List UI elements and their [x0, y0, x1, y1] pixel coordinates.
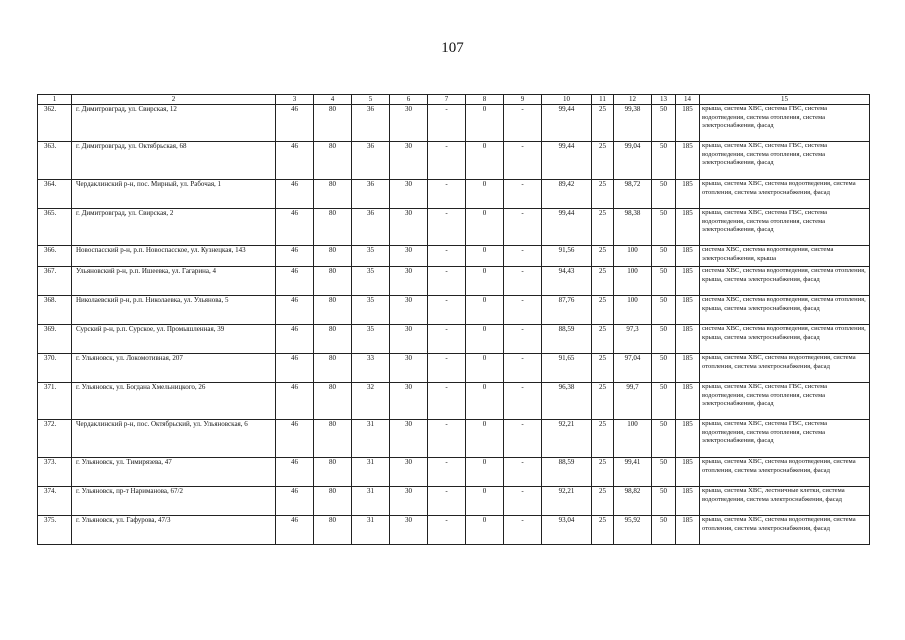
value-cell: -	[504, 267, 542, 296]
value-cell: 185	[676, 458, 700, 487]
value-cell: 32	[352, 383, 390, 420]
table-row	[38, 296, 870, 325]
value-cell: 46	[276, 105, 314, 142]
value-cell: 46	[276, 487, 314, 516]
value-cell: 25	[592, 180, 614, 209]
value-cell: 50	[652, 105, 676, 142]
works-cell: система ХВС, система водоотведения, система отопления, крыша, система электроснабжения, фасад	[700, 296, 870, 325]
value-cell: -	[428, 105, 466, 142]
row-number: 362.	[38, 105, 72, 142]
column-header: 1	[38, 95, 72, 105]
value-cell: 94,43	[542, 267, 592, 296]
value-cell: 25	[592, 516, 614, 545]
table-row	[38, 420, 870, 458]
value-cell: 99,04	[614, 142, 652, 180]
works-cell: крыша, система ХВС, система водоотведения, система отопления, система электроснабжения, фасад	[700, 354, 870, 383]
value-cell: -	[504, 354, 542, 383]
row-number: 372.	[38, 420, 72, 458]
table-row	[38, 246, 870, 267]
value-cell: 96,38	[542, 383, 592, 420]
value-cell: 80	[314, 420, 352, 458]
value-cell: 0	[466, 180, 504, 209]
value-cell: 30	[390, 383, 428, 420]
works-cell: крыша, система ХВС, система ГВС, система водоотведения, система отопления, система электроснабжения, фасад	[700, 105, 870, 142]
address-cell: Чердаклинский р-н, пос. Октябрьский, ул. Ульяновская, 6	[72, 420, 276, 458]
value-cell: 185	[676, 325, 700, 354]
table-body	[38, 105, 870, 545]
value-cell: 30	[390, 296, 428, 325]
value-cell: -	[428, 383, 466, 420]
address-cell: Новоспасский р-н, р.п. Новоспасское, ул. Кузнецкая, 143	[72, 246, 276, 267]
value-cell: 185	[676, 383, 700, 420]
header-row	[38, 95, 870, 105]
value-cell: 93,04	[542, 516, 592, 545]
value-cell: 185	[676, 487, 700, 516]
value-cell: -	[428, 296, 466, 325]
value-cell: 35	[352, 246, 390, 267]
value-cell: 31	[352, 420, 390, 458]
value-cell: 91,56	[542, 246, 592, 267]
value-cell: 0	[466, 105, 504, 142]
value-cell: 0	[466, 516, 504, 545]
value-cell: 89,42	[542, 180, 592, 209]
value-cell: 80	[314, 180, 352, 209]
row-number: 375.	[38, 516, 72, 545]
value-cell: 80	[314, 246, 352, 267]
value-cell: -	[428, 325, 466, 354]
works-cell: крыша, система ХВС, лестничные клетки, система водоотведения, система электроснабжения, фасад	[700, 487, 870, 516]
value-cell: 92,21	[542, 487, 592, 516]
address-cell: Ульяновский р-н, р.п. Ишеевка, ул. Гагарина, 4	[72, 267, 276, 296]
value-cell: -	[504, 325, 542, 354]
works-cell: крыша, система ХВС, система водоотведения, система отопления, система электроснабжения, фасад	[700, 180, 870, 209]
value-cell: 185	[676, 354, 700, 383]
table-row	[38, 267, 870, 296]
value-cell: 98,72	[614, 180, 652, 209]
value-cell: 30	[390, 354, 428, 383]
page-number: 107	[441, 40, 464, 56]
value-cell: 100	[614, 420, 652, 458]
value-cell: -	[504, 105, 542, 142]
works-cell: крыша, система ХВС, система ГВС, система водоотведения, система отопления, система электроснабжения, фасад	[700, 142, 870, 180]
value-cell: -	[504, 180, 542, 209]
value-cell: 95,92	[614, 516, 652, 545]
value-cell: 80	[314, 325, 352, 354]
value-cell: 80	[314, 142, 352, 180]
address-cell: г. Ульяновск, ул. Тимирязева, 47	[72, 458, 276, 487]
column-header: 8	[466, 95, 504, 105]
column-header: 10	[542, 95, 592, 105]
value-cell: 50	[652, 267, 676, 296]
column-header: 2	[72, 95, 276, 105]
address-cell: г. Димитровград, ул. Октябрьская, 68	[72, 142, 276, 180]
address-cell: г. Ульяновск, ул. Гафурова, 47/3	[72, 516, 276, 545]
value-cell: -	[504, 246, 542, 267]
value-cell: 88,59	[542, 325, 592, 354]
value-cell: 99,7	[614, 383, 652, 420]
value-cell: 98,38	[614, 209, 652, 246]
table-row	[38, 383, 870, 420]
value-cell: 25	[592, 142, 614, 180]
table-row	[38, 325, 870, 354]
value-cell: 31	[352, 458, 390, 487]
value-cell: 25	[592, 296, 614, 325]
value-cell: 30	[390, 246, 428, 267]
value-cell: 185	[676, 142, 700, 180]
table-row	[38, 487, 870, 516]
value-cell: -	[428, 246, 466, 267]
value-cell: 46	[276, 420, 314, 458]
address-cell: Чердаклинский р-н, пос. Мирный, ул. Рабочая, 1	[72, 180, 276, 209]
value-cell: 30	[390, 209, 428, 246]
value-cell: 33	[352, 354, 390, 383]
value-cell: 99,41	[614, 458, 652, 487]
works-cell: крыша, система ХВС, система ГВС, система водоотведения, система отопления, система электроснабжения, фасад	[700, 209, 870, 246]
value-cell: 0	[466, 246, 504, 267]
value-cell: 25	[592, 354, 614, 383]
value-cell: 31	[352, 516, 390, 545]
value-cell: 25	[592, 209, 614, 246]
works-cell: крыша, система ХВС, система водоотведения, система отопления, система электроснабжения, фасад	[700, 458, 870, 487]
row-number: 369.	[38, 325, 72, 354]
row-number: 373.	[38, 458, 72, 487]
value-cell: 0	[466, 325, 504, 354]
value-cell: 46	[276, 458, 314, 487]
row-number: 374.	[38, 487, 72, 516]
value-cell: 30	[390, 420, 428, 458]
value-cell: 30	[390, 516, 428, 545]
value-cell: 50	[652, 246, 676, 267]
value-cell: 80	[314, 105, 352, 142]
value-cell: -	[504, 296, 542, 325]
value-cell: 80	[314, 354, 352, 383]
value-cell: 185	[676, 296, 700, 325]
value-cell: 87,76	[542, 296, 592, 325]
value-cell: 50	[652, 487, 676, 516]
column-header: 7	[428, 95, 466, 105]
value-cell: 50	[652, 325, 676, 354]
column-header: 12	[614, 95, 652, 105]
row-number: 370.	[38, 354, 72, 383]
value-cell: -	[504, 209, 542, 246]
value-cell: 46	[276, 209, 314, 246]
value-cell: 35	[352, 296, 390, 325]
value-cell: 185	[676, 516, 700, 545]
value-cell: -	[504, 420, 542, 458]
works-cell: крыша, система ХВС, система ГВС, система водоотведения, система отопления, система электроснабжения, фасад	[700, 420, 870, 458]
column-header: 6	[390, 95, 428, 105]
value-cell: 46	[276, 180, 314, 209]
value-cell: 50	[652, 383, 676, 420]
table-row	[38, 354, 870, 383]
value-cell: -	[504, 516, 542, 545]
value-cell: 30	[390, 325, 428, 354]
value-cell: 0	[466, 267, 504, 296]
works-cell: система ХВС, система водоотведения, система отопления, крыша, система электроснабжения, фасад	[700, 267, 870, 296]
value-cell: -	[428, 142, 466, 180]
value-cell: -	[504, 383, 542, 420]
column-header: 3	[276, 95, 314, 105]
value-cell: 31	[352, 487, 390, 516]
column-header: 13	[652, 95, 676, 105]
address-cell: г. Димитровград, ул. Свирская, 12	[72, 105, 276, 142]
value-cell: 50	[652, 420, 676, 458]
value-cell: 36	[352, 180, 390, 209]
value-cell: -	[428, 267, 466, 296]
column-header: 4	[314, 95, 352, 105]
value-cell: 185	[676, 209, 700, 246]
value-cell: 50	[652, 354, 676, 383]
value-cell: 25	[592, 487, 614, 516]
value-cell: 185	[676, 246, 700, 267]
value-cell: 46	[276, 516, 314, 545]
row-number: 367.	[38, 267, 72, 296]
value-cell: 46	[276, 296, 314, 325]
value-cell: 99,38	[614, 105, 652, 142]
row-number: 366.	[38, 246, 72, 267]
value-cell: 0	[466, 420, 504, 458]
value-cell: 80	[314, 516, 352, 545]
works-cell: система ХВС, система водоотведения, система электроснабжения, крыша	[700, 246, 870, 267]
value-cell: 185	[676, 105, 700, 142]
value-cell: 92,21	[542, 420, 592, 458]
value-cell: 0	[466, 354, 504, 383]
value-cell: -	[428, 180, 466, 209]
address-cell: Николаевский р-н, р.п. Николаевка, ул. Ульянова, 5	[72, 296, 276, 325]
address-cell: г. Ульяновск, ул. Локомотивная, 207	[72, 354, 276, 383]
value-cell: 46	[276, 142, 314, 180]
value-cell: 80	[314, 209, 352, 246]
value-cell: 91,65	[542, 354, 592, 383]
value-cell: 80	[314, 487, 352, 516]
row-number: 371.	[38, 383, 72, 420]
value-cell: 185	[676, 180, 700, 209]
value-cell: 100	[614, 246, 652, 267]
value-cell: 30	[390, 458, 428, 487]
column-header: 15	[700, 95, 870, 105]
value-cell: 185	[676, 420, 700, 458]
value-cell: 30	[390, 487, 428, 516]
value-cell: -	[428, 420, 466, 458]
value-cell: 0	[466, 296, 504, 325]
value-cell: 36	[352, 105, 390, 142]
value-cell: 185	[676, 267, 700, 296]
value-cell: 25	[592, 246, 614, 267]
table-row	[38, 105, 870, 142]
value-cell: -	[428, 458, 466, 487]
value-cell: 0	[466, 458, 504, 487]
value-cell: 0	[466, 487, 504, 516]
table-row	[38, 458, 870, 487]
value-cell: -	[504, 487, 542, 516]
value-cell: 80	[314, 267, 352, 296]
value-cell: 25	[592, 105, 614, 142]
value-cell: -	[504, 142, 542, 180]
value-cell: 97,3	[614, 325, 652, 354]
data-table	[37, 94, 870, 545]
value-cell: 25	[592, 267, 614, 296]
value-cell: 35	[352, 267, 390, 296]
value-cell: 80	[314, 296, 352, 325]
value-cell: 46	[276, 246, 314, 267]
column-header: 9	[504, 95, 542, 105]
value-cell: -	[428, 487, 466, 516]
address-cell: г. Ульяновск, пр-т Нариманова, 67/2	[72, 487, 276, 516]
column-header: 5	[352, 95, 390, 105]
row-number: 368.	[38, 296, 72, 325]
works-cell: крыша, система ХВС, система водоотведения, система отопления, система электроснабжения, фасад	[700, 516, 870, 545]
value-cell: 46	[276, 383, 314, 420]
table-row	[38, 180, 870, 209]
address-cell: г. Ульяновск, ул. Богдана Хмельницкого, 26	[72, 383, 276, 420]
value-cell: -	[428, 209, 466, 246]
value-cell: 0	[466, 383, 504, 420]
value-cell: 50	[652, 296, 676, 325]
value-cell: 100	[614, 267, 652, 296]
value-cell: -	[428, 354, 466, 383]
value-cell: 0	[466, 142, 504, 180]
value-cell: 50	[652, 516, 676, 545]
value-cell: 99,44	[542, 209, 592, 246]
column-header: 14	[676, 95, 700, 105]
value-cell: 80	[314, 383, 352, 420]
address-cell: Сурский р-н, р.п. Сурское, ул. Промышленная, 39	[72, 325, 276, 354]
row-number: 365.	[38, 209, 72, 246]
value-cell: -	[428, 516, 466, 545]
row-number: 364.	[38, 180, 72, 209]
value-cell: 35	[352, 325, 390, 354]
value-cell: 30	[390, 180, 428, 209]
value-cell: 46	[276, 325, 314, 354]
value-cell: 100	[614, 296, 652, 325]
value-cell: 50	[652, 209, 676, 246]
column-header: 11	[592, 95, 614, 105]
value-cell: 25	[592, 383, 614, 420]
value-cell: 25	[592, 325, 614, 354]
value-cell: 30	[390, 267, 428, 296]
value-cell: 88,59	[542, 458, 592, 487]
value-cell: 0	[466, 209, 504, 246]
value-cell: 50	[652, 180, 676, 209]
value-cell: 30	[390, 105, 428, 142]
table-row	[38, 209, 870, 246]
value-cell: 97,04	[614, 354, 652, 383]
value-cell: 98,82	[614, 487, 652, 516]
address-cell: г. Димитровград, ул. Свирская, 2	[72, 209, 276, 246]
value-cell: 99,44	[542, 105, 592, 142]
works-cell: крыша, система ХВС, система ГВС, система водоотведения, система отопления, система электроснабжения, фасад	[700, 383, 870, 420]
works-cell: система ХВС, система водоотведения, система отопления, крыша, система электроснабжения, фасад	[700, 325, 870, 354]
value-cell: 50	[652, 458, 676, 487]
value-cell: 30	[390, 142, 428, 180]
value-cell: 36	[352, 142, 390, 180]
value-cell: 99,44	[542, 142, 592, 180]
table-row	[38, 516, 870, 545]
value-cell: 46	[276, 354, 314, 383]
value-cell: 46	[276, 267, 314, 296]
value-cell: 25	[592, 420, 614, 458]
table-row	[38, 142, 870, 180]
value-cell: -	[504, 458, 542, 487]
value-cell: 80	[314, 458, 352, 487]
value-cell: 50	[652, 142, 676, 180]
row-number: 363.	[38, 142, 72, 180]
value-cell: 36	[352, 209, 390, 246]
value-cell: 25	[592, 458, 614, 487]
